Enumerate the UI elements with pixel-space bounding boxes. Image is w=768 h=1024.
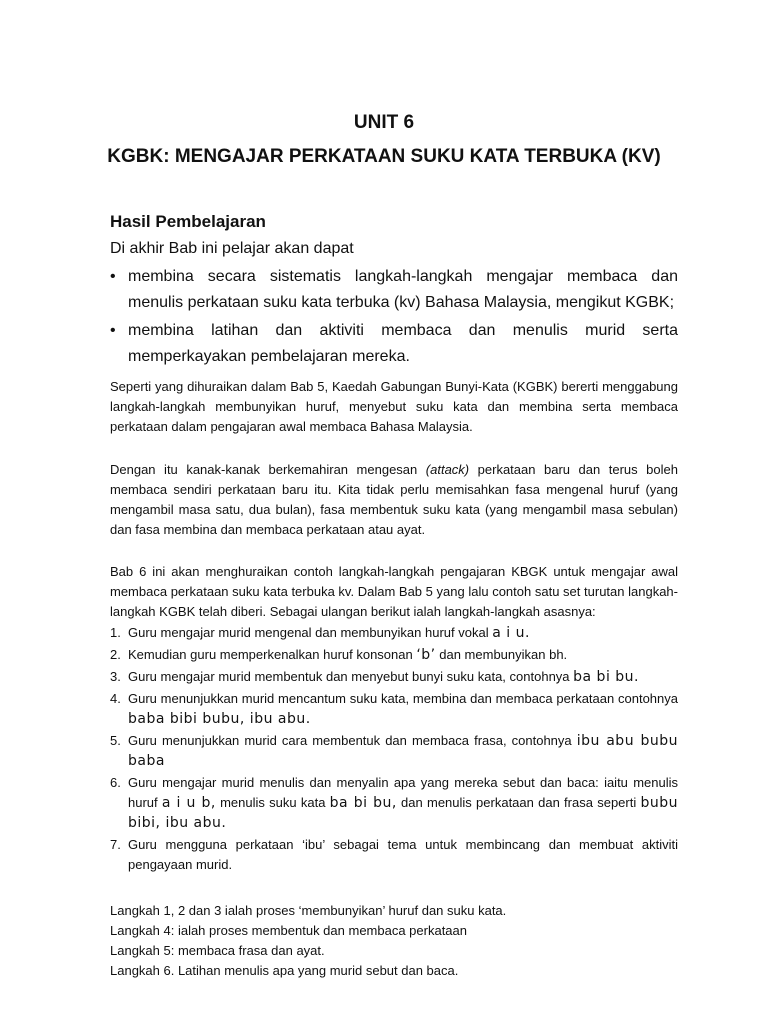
step-example: ba bi bu, bbox=[329, 795, 397, 811]
outcome-item: • membina latihan dan aktiviti membaca dan menulis murid serta memperkayakan pembelajaran mereka. bbox=[110, 318, 678, 370]
step-item bbox=[110, 835, 678, 875]
step-item bbox=[110, 773, 678, 833]
step-item bbox=[110, 645, 678, 665]
summary-line: Langkah 6. Latihan menulis apa yang murid sebut dan baca. bbox=[110, 963, 459, 978]
step-item bbox=[110, 731, 678, 771]
outcome-item: • membina secara sistematis langkah-langkah mengajar membaca dan menulis perkataan suku kata terbuka (kv) Bahasa Malaysia, mengikut KGBK; bbox=[110, 264, 678, 316]
step-text: Guru menunjukkan murid mencantum suku kata, membina dan membaca perkataan contohnya bbox=[128, 691, 678, 706]
step-number: 4. bbox=[110, 691, 121, 706]
step-item bbox=[110, 689, 678, 729]
paragraph-3: Bab 6 ini akan menghuraikan contoh langkah-langkah pengajaran KBGK untuk mengajar awal membaca perkataan suku kata terbuka kv. Dalam Bab 5 yang lalu contoh satu set turutan langkah-langkah KGBK telah diberi. Sebagai ulangan berikut ialah langkah-langkah asasnya: bbox=[110, 564, 678, 619]
step-number: 5. bbox=[110, 733, 121, 748]
unit-title: UNIT 6 bbox=[353, 112, 415, 133]
paragraph-2 bbox=[110, 460, 678, 540]
step-number: 3. bbox=[110, 669, 121, 684]
step-item bbox=[110, 623, 678, 643]
step-text: Guru menunjukkan murid cara membentuk dan membaca frasa, contohnya bbox=[128, 733, 577, 748]
intro-text: Di akhir Bab ini pelajar akan dapat bbox=[110, 240, 354, 257]
summary-line: Langkah 5: membaca frasa dan ayat. bbox=[110, 943, 325, 958]
steps-list bbox=[110, 623, 678, 875]
paragraph-2-text: Dengan itu kanak-kanak berkemahiran mengesan bbox=[110, 462, 426, 477]
step-number: 7. bbox=[110, 837, 121, 852]
section-heading: Hasil Pembelajaran bbox=[110, 212, 266, 231]
step-example: bubu bibi, ibu abu. bbox=[128, 795, 679, 831]
step-text: dan menulis perkataan dan frasa seperti bbox=[396, 795, 641, 810]
paragraph-1: Seperti yang dihuraikan dalam Bab 5, Kaedah Gabungan Bunyi-Kata (KGBK) bererti menggabung langkah-langkah membunyikan huruf, menyebut suku kata dan membina serta membaca perkataan dalam pengajaran awal membaca Bahasa Malaysia. bbox=[110, 379, 678, 434]
step-number: 2. bbox=[110, 647, 121, 662]
step-example: a i u. bbox=[492, 625, 530, 641]
step-number: 1. bbox=[110, 625, 121, 640]
paragraph-2-italic: (attack) bbox=[425, 462, 470, 477]
step-number: 6. bbox=[110, 775, 121, 790]
step-text: Guru mengajar murid mengenal dan membunyikan huruf vokal bbox=[128, 625, 493, 640]
step-item bbox=[110, 667, 678, 687]
step-example: ba bi bu. bbox=[573, 669, 639, 685]
paragraph-2-text: perkataan baru dan terus boleh membaca sendiri perkataan baru itu. Kita tidak perlu memisahkan fasa mengenal huruf (yang mengambil masa satu, dua bulan), fasa membentuk suku kata (yang mengambil masa sebulan) dan fasa membina dan membaca perkataan atau ayat. bbox=[110, 462, 678, 537]
step-example: baba bibi bubu, ibu abu. bbox=[128, 711, 311, 727]
main-title: KGBK: MENGAJAR PERKATAAN SUKU KATA TERBUKA (KV) bbox=[107, 146, 661, 167]
learning-outcomes-list bbox=[110, 264, 678, 372]
step-example: ‘b’ bbox=[416, 647, 436, 663]
summary-line: Langkah 4: ialah proses membentuk dan membaca perkataan bbox=[110, 923, 467, 938]
step-text: Kemudian guru memperkenalkan huruf konsonan bbox=[128, 647, 417, 662]
summary-line: Langkah 1, 2 dan 3 ialah proses ‘membunyikan’ huruf dan suku kata. bbox=[110, 903, 507, 918]
step-example: ibu abu bubu baba bbox=[128, 733, 678, 769]
step-example: a i u b, bbox=[161, 795, 216, 811]
step-text: Guru mengguna perkataan ‘ibu’ sebagai tema untuk membincang dan membuat aktiviti pengayaan murid. bbox=[128, 837, 678, 872]
step-text: Guru mengajar murid membentuk dan menyebut bunyi suku kata, contohnya bbox=[128, 669, 574, 684]
summary-block bbox=[110, 901, 678, 981]
step-text: menulis suku kata bbox=[215, 795, 330, 810]
step-text: Guru mengajar murid menulis dan menyalin apa yang mereka sebut dan baca: iaitu menulis huruf bbox=[128, 775, 678, 810]
step-text: dan membunyikan bh. bbox=[435, 647, 568, 662]
